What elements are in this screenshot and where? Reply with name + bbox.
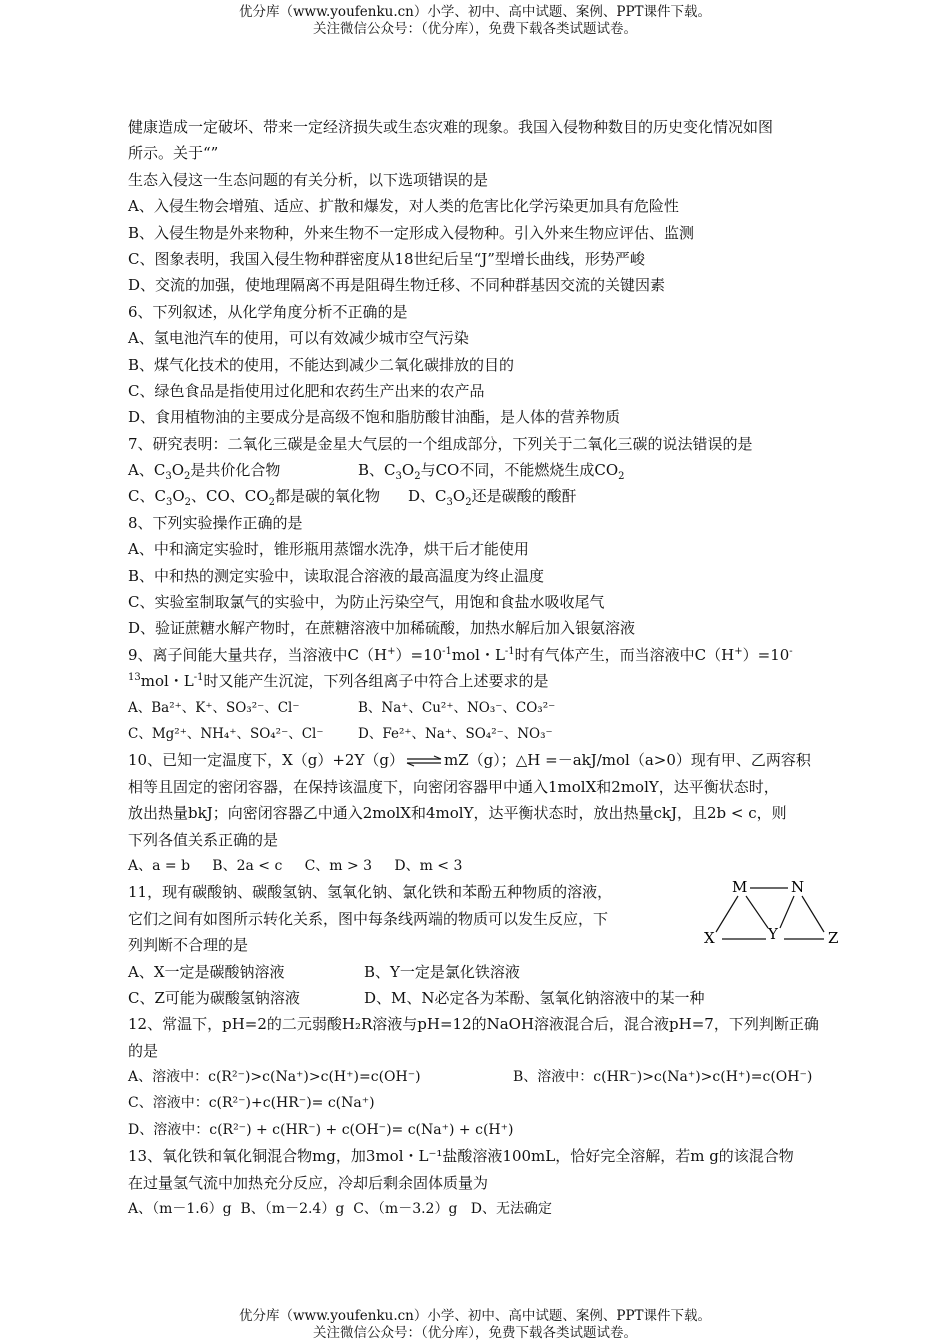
- q12-row-ab: [128, 1064, 858, 1090]
- equilibrium-arrow-icon: [406, 755, 442, 767]
- q12-stem-2: 的是: [128, 1041, 159, 1060]
- q6-option-d: D、食用植物油的主要成分是高级不饱和脂肪酸甘油酯，是人体的营养物质: [128, 408, 621, 427]
- q9-option-b: B、Na⁺、Cu²⁺、NO₃⁻、CO₃²⁻: [358, 699, 556, 716]
- q12-option-a: A、溶液中：c(R²⁻)>c(Na⁺)>c(H⁺)=c(OH⁻): [128, 1069, 421, 1086]
- q12-option-c: C、溶液中：c(R²⁻)+c(HR⁻)= c(Na⁺): [128, 1095, 375, 1112]
- node-n: N: [791, 878, 805, 896]
- q9-row-cd: [128, 721, 858, 747]
- q7-option-c: C、$C_3O_2$、CO、$CO_2$都是碳的氧化物: [128, 487, 380, 509]
- header-line-1: 优分库（www.youfenku.cn）小学、初中、高中试题、案例、PPT课件下载。: [238, 4, 712, 20]
- q5-option-c: C、图象表明，我国入侵生物种群密度从18世纪后呈“J”型增长曲线，形势严峻: [128, 249, 645, 268]
- q10-stem-3: 放出热量bkJ；向密闭容器乙中通入2molX和4molY，达平衡状态时，放出热量ckJ，且2b < c，则: [128, 804, 787, 823]
- node-m: M: [732, 878, 748, 896]
- q8-option-b: B、中和热的测定实验中，读取混合溶液的最高温度为终止温度: [128, 566, 545, 585]
- q8-option-c: C、实验室制取氯气的实验中，为防止污染空气，用饱和食盐水吸收尾气: [128, 593, 605, 612]
- edge-n-z: [802, 896, 824, 932]
- page-footer: [0, 1308, 950, 1342]
- q11-relation-diagram: [700, 876, 850, 948]
- q7-stem: 7、研究表明：二氧化三碳是金星大气层的一个组成部分，下列关于二氧化三碳的说法错误的是: [128, 434, 753, 453]
- edge-m-x: [716, 896, 738, 932]
- q5-text-1: 健康造成一定破坏、带来一定经济损失或生态灾难的现象。我国入侵物种数目的历史变化情况如图: [128, 118, 774, 136]
- q10-stem-1: 10、已知一定温度下，X（g）+2Y（g） mZ（g）；△H =－akJ/mol（a>0）现有甲、乙两容积: [128, 751, 811, 770]
- q13-stem-2: 在过量氢气流中加热充分反应，冷却后剩余固体质量为: [128, 1173, 489, 1192]
- page-header: [0, 4, 950, 38]
- q7-option-d: D、$C_3O_2$还是碳酸的酸酐: [408, 487, 577, 509]
- q9-option-d: D、Fe²⁺、Na⁺、SO₄²⁻、NO₃⁻: [358, 725, 553, 742]
- q11-option-c: C、Z可能为碳酸氢钠溶液: [128, 988, 300, 1007]
- q10-stem-2: 相等且固定的密闭容器，在保持该温度下，向密闭容器甲中通入1molX和2molY，达平衡状态时，: [128, 777, 779, 796]
- q8-stem: 8、下列实验操作正确的是: [128, 513, 303, 532]
- q11-stem-2: 它们之间有如图所示转化关系，图中每条线两端的物质可以发生反应，下: [128, 909, 609, 928]
- q5-option-b: B、入侵生物是外来物种，外来生物不一定形成入侵物种。引入外来生物应评估、监测: [128, 223, 695, 242]
- exam-content: [128, 114, 858, 1222]
- q7-option-a: A、$C_3O_2$是共价化合物: [128, 461, 281, 483]
- q5-text-3: 生态入侵这一生态问题的有关分析，以下选项错误的是: [128, 170, 489, 189]
- footer-line-2: 关注微信公众号：（优分库），免费下载各类试题试卷。: [313, 1325, 637, 1341]
- q12-option-d: D、溶液中：c(R²⁻) + c(HR⁻) + c(OH⁻)= c(Na⁺) + c(H⁺): [128, 1121, 514, 1138]
- q5-option-a: A、入侵生物会增殖、适应、扩散和爆发，对人类的危害比化学污染更加具有危险性: [128, 197, 679, 216]
- node-z: Z: [828, 929, 839, 947]
- q11-stem-3: 列判断不合理的是: [128, 936, 249, 955]
- q11-row-cd: [128, 985, 858, 1011]
- q13-options: A、（m－1.6）g B、（m－2.4）g C、（m－3.2）g D、无法确定: [128, 1201, 552, 1218]
- q11-option-d: D、M、N必定各为苯酚、氢氧化钠溶液中的某一种: [364, 988, 705, 1007]
- q9-option-a: A、Ba²⁺、K⁺、SO₃²⁻、Cl⁻: [128, 699, 300, 716]
- q6-option-b: B、煤气化技术的使用，不能达到减少二氧化碳排放的目的: [128, 355, 515, 374]
- q8-option-d: D、验证蔗糖水解产物时，在蔗糖溶液中加稀硫酸，加热水解后加入银氨溶液: [128, 619, 636, 638]
- q9-stem-2: $^{13}$mol・$L^{-1}$时又能产生沉淀，下列各组离子中符合上述要求的是: [128, 672, 549, 691]
- q6-option-a: A、氢电池汽车的使用，可以有效减少城市空气污染: [128, 329, 469, 348]
- q9-row-ab: [128, 695, 858, 721]
- q5-text-2: 所示。关于“”: [128, 144, 219, 163]
- q11-option-b: B、Y一定是氯化铁溶液: [364, 962, 520, 981]
- q9-option-c: C、Mg²⁺、NH₄⁺、SO₄²⁻、Cl⁻: [128, 725, 324, 742]
- q12-stem-1: 12、常温下，pH=2的二元弱酸H₂R溶液与pH=12的NaOH溶液混合后，混合液pH=7，下列判断正确: [128, 1015, 819, 1034]
- q9-stem-1: 9、离子间能大量共存，当溶液中$C(H^+)=10^{-1}mol$・$L^{-1}$时有气体产生，而当溶液中C（H+）=10-: [128, 645, 793, 664]
- q13-stem-1: 13、氧化铁和氧化铜混合物mg，加3mol・L⁻¹盐酸溶液100mL，恰好完全溶解，若m g的该混合物: [128, 1147, 794, 1166]
- footer-line-1: 优分库（www.youfenku.cn）小学、初中、高中试题、案例、PPT课件下载。: [238, 1308, 712, 1324]
- q11-option-a: A、X一定是碳酸钠溶液: [128, 962, 285, 981]
- q10-stem-4: 下列各值关系正确的是: [128, 830, 279, 849]
- q6-stem: 6、下列叙述，从化学角度分析不正确的是: [128, 302, 408, 321]
- q11-row-ab: [128, 959, 858, 985]
- header-line-2: 关注微信公众号：（优分库），免费下载各类试题试卷。: [313, 21, 637, 37]
- q7-row-cd: [128, 483, 858, 509]
- q7-row-ab: [128, 457, 858, 483]
- node-x: X: [704, 929, 715, 947]
- q10-options: A、a = b B、2a < c C、m > 3 D、m < 3: [128, 857, 463, 874]
- q12-option-b: B、溶液中：c(HR⁻)>c(Na⁺)>c(H⁺)=c(OH⁻): [513, 1069, 813, 1086]
- node-y: Y: [768, 925, 778, 943]
- edge-m-y: [746, 896, 768, 928]
- q8-option-a: A、中和滴定实验时，锥形瓶用蒸馏水洗净，烘干后才能使用: [128, 540, 529, 559]
- q11-stem-1: 11，现有碳酸钠、碳酸氢钠、氢氧化钠、氯化铁和苯酚五种物质的溶液，: [128, 883, 613, 902]
- edge-n-y: [780, 896, 794, 928]
- q6-option-c: C、绿色食品是指使用过化肥和农药生产出来的农产品: [128, 381, 485, 400]
- q7-option-b: B、$C_3O_2$与CO不同，不能燃烧生成$CO_2$: [358, 461, 625, 483]
- q5-option-d: D、交流的加强，使地理隔离不再是阻碍生物迁移、不同种群基因交流的关键因素: [128, 276, 666, 295]
